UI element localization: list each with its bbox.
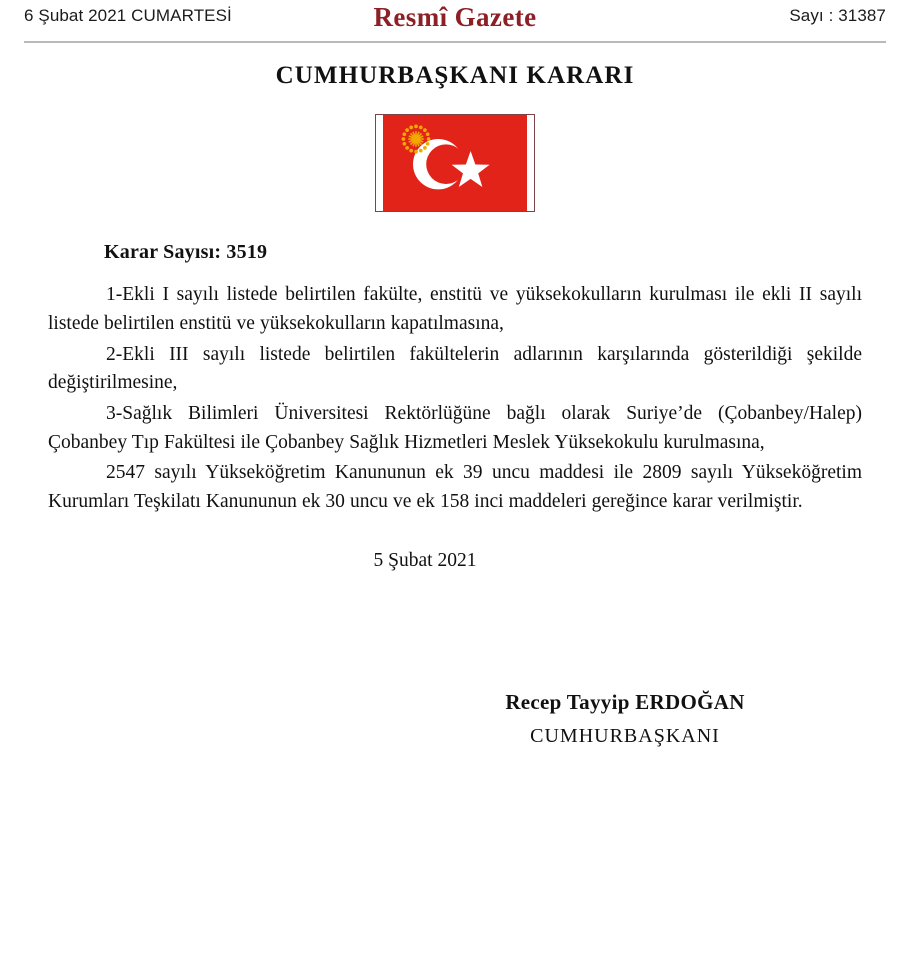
page-title: CUMHURBAŞKANI KARARI [275, 62, 635, 89]
gazette-masthead [0, 0, 910, 44]
masthead-divider [24, 41, 886, 43]
gazette-issue-number: Sayı : 31387 [789, 6, 886, 25]
masthead-row [24, 0, 886, 36]
decision-number: Karar Sayısı: 3519 [104, 241, 268, 263]
signatory-name: Recep Tayyip ERDOĞAN [505, 690, 745, 715]
document-body [48, 238, 862, 752]
decision-clause-3: 3-Sağlık Bilimleri Üniversitesi Rektörlüğüne bağlı olarak Suriye’de (Çobanbey/Halep) Çobanbey Tıp Fakültesi ile Çobanbey Sağlık Hizmetleri Meslek Yüksekokulu kurulmasına, [48, 403, 862, 453]
emblem-container [0, 114, 910, 212]
signature-block [48, 687, 862, 751]
decision-date: 5 Şubat 2021 [373, 549, 477, 571]
turkish-flag-icon [375, 114, 535, 212]
gazette-title: Resmî Gazete [373, 2, 537, 32]
decision-clause-1: 1-Ekli I sayılı listede belirtilen fakülte, enstitü ve yüksekokulların kurulması ile ekli II sayılı listede belirtilen enstitü ve yüksekokulların kapatılmasına, [48, 284, 862, 335]
decision-legal-basis: 2547 sayılı Yükseköğretim Kanununun ek 39 uncu maddesi ile 2809 sayılı Yükseköğretim Kurumları Teşkilatı Kanununun ek 30 uncu ve ek 158 inci maddeleri gereğince karar verilmiştir. [48, 462, 862, 512]
gazette-date: 6 Şubat 2021 CUMARTESİ [24, 6, 232, 25]
signatory-role: CUMHURBAŞKANI [530, 725, 720, 748]
decision-clause-2: 2-Ekli III sayılı listede belirtilen fakültelerin adlarının karşılarında gösterildiği şekilde değiştirilmesine, [48, 343, 862, 394]
